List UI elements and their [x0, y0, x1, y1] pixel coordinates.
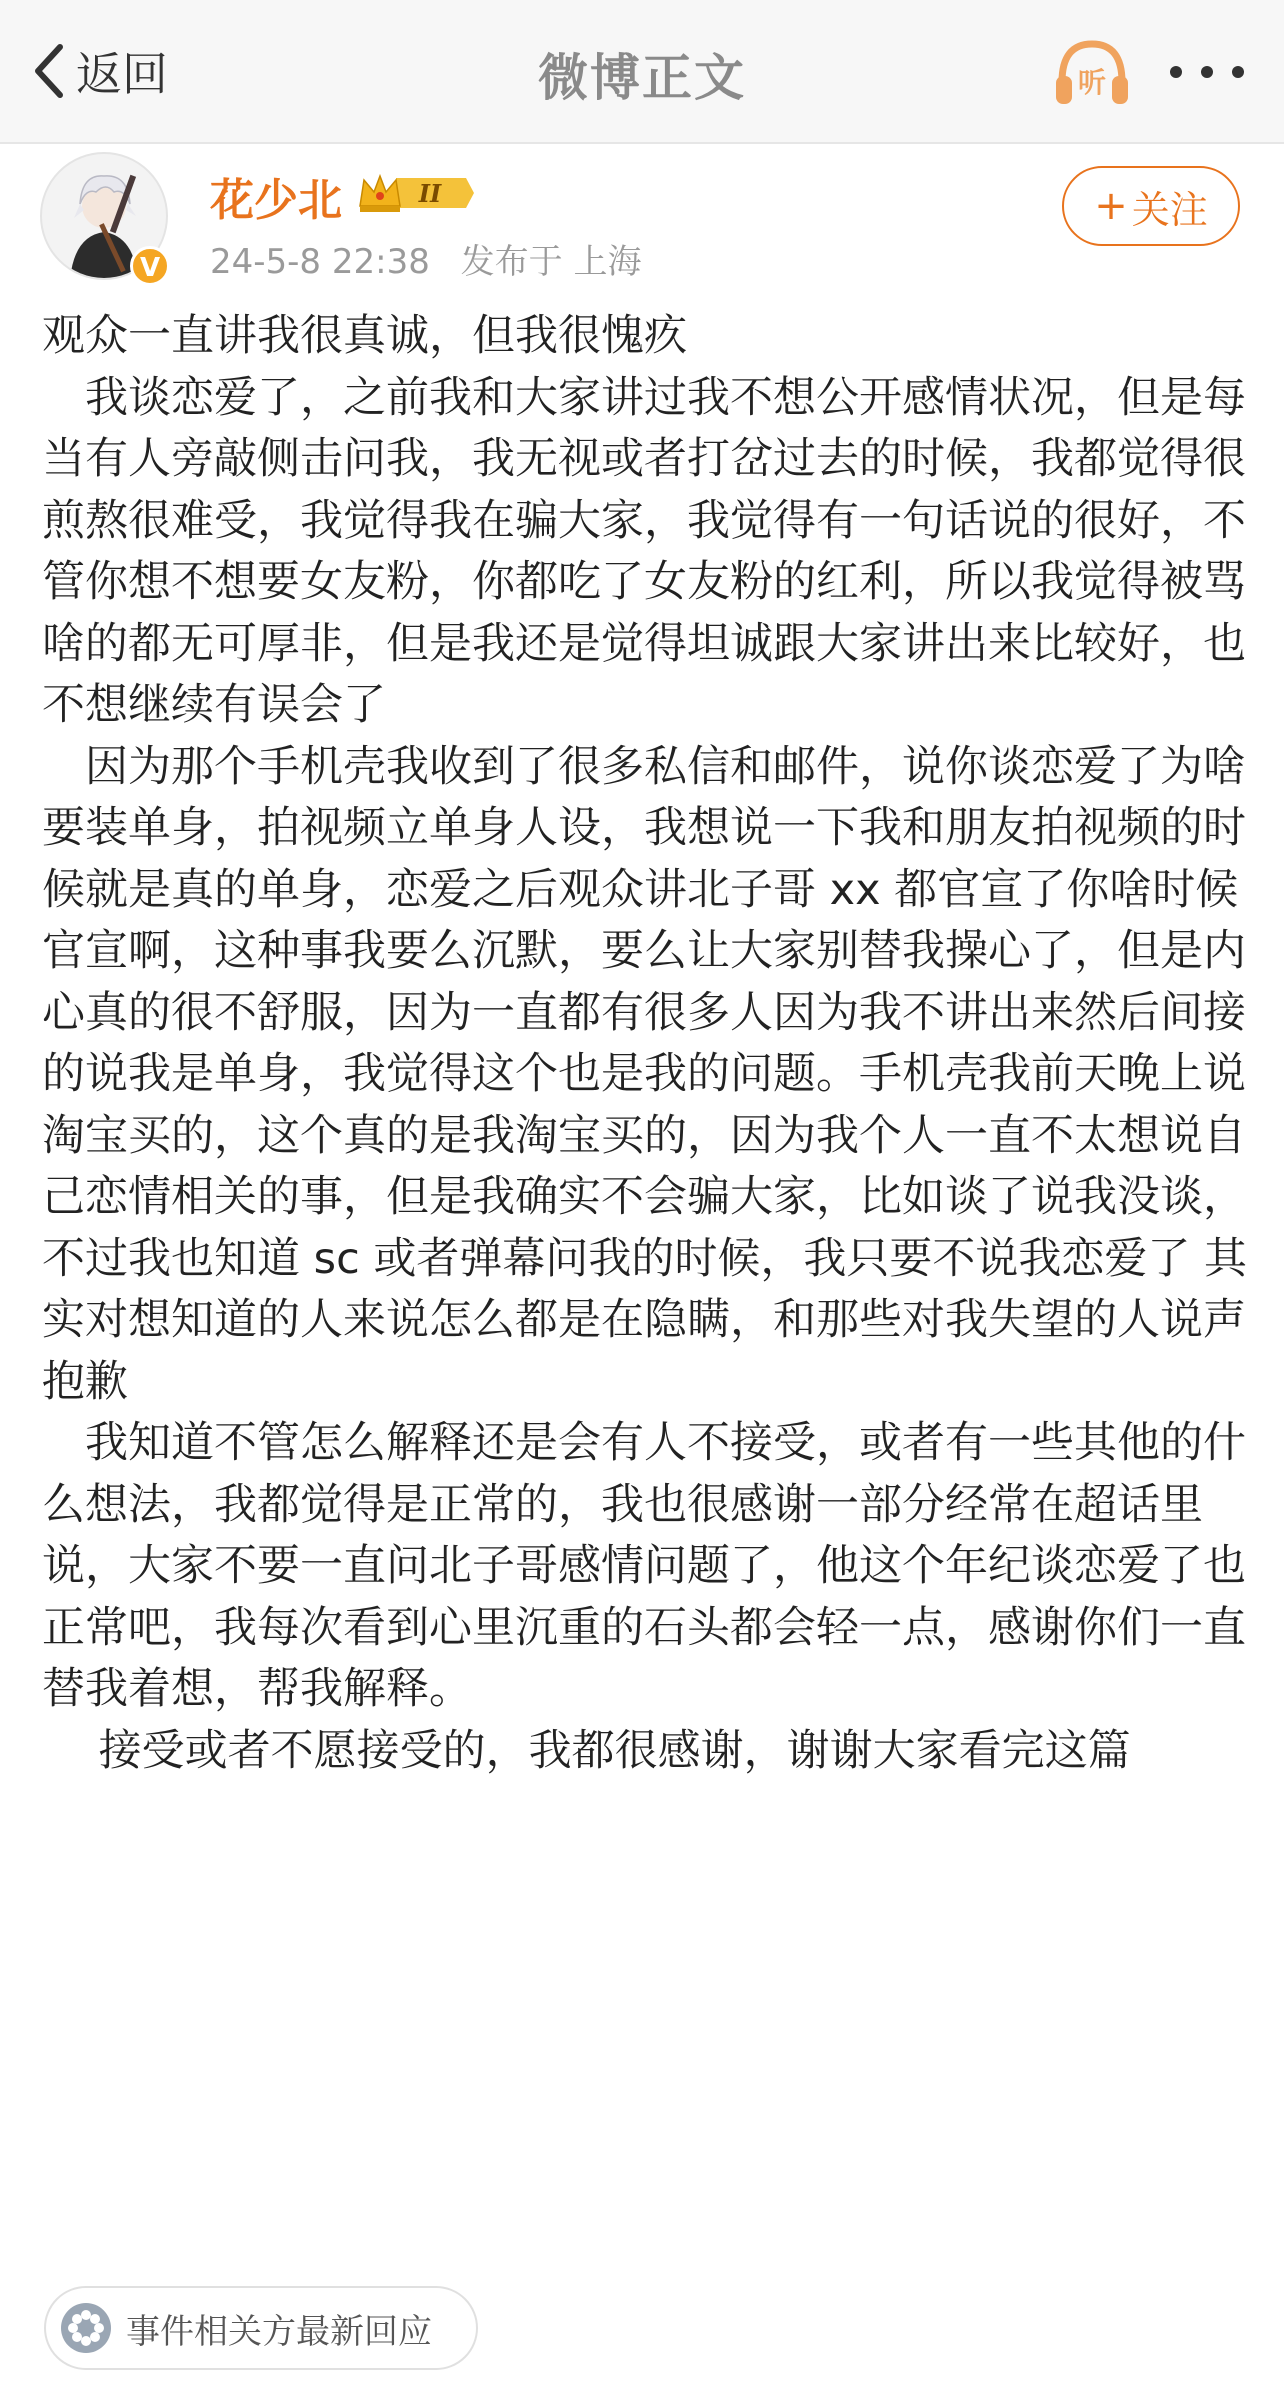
crown-rank-badge-icon[interactable]: [356, 170, 476, 216]
back-button[interactable]: [30, 36, 168, 106]
author-name[interactable]: 花少北: [210, 175, 342, 226]
post-location: 发布于 上海: [460, 242, 642, 282]
dot-icon: [1201, 66, 1213, 78]
dot-icon: [1170, 66, 1182, 78]
post-paragraph: 因为那个手机壳我收到了很多私信和邮件，说你谈恋爱了为啥要装单身，拍视频立单身人设，我想说一下我和朋友拍视频的时候就是真的单身，恋爱之后观众讲北子哥 xx 都官宣了你啥时候官宣啊，这种事我要么沉默，要么让大家别替我操心了，但是内心真的很不舒服，因为一直都有很多人因为我不讲出来然后间接的说我是单身，我觉得这个也是我的问题。手机壳我前天晚上说淘宝买的，这个真的是我淘宝买的，因为我个人一直不太想说自己恋情相关的事，但是我确实不会骗大家，比如谈了说我没谈，不过我也知道 sc 或者弹幕问我的时候，我只要不说我恋爱了 其实对想知道的人来说怎么都是在隐瞒，和那些对我失望的人说声抱歉: [42, 741, 1248, 1407]
verified-badge-icon: V: [130, 246, 170, 286]
event-response-button[interactable]: [44, 2286, 478, 2370]
follow-button[interactable]: [1062, 166, 1240, 246]
listen-button[interactable]: [1052, 36, 1132, 110]
rank-label: II: [418, 179, 442, 208]
page-title: 微博正文: [538, 49, 746, 107]
post-paragraph: 我谈恋爱了，之前我和大家讲过我不想公开感情状况，但是每当有人旁敲侧击问我，我无视或者打岔过去的时候，我都觉得很煎熬很难受，我觉得我在骗大家，我觉得有一句话说的很好，不管你想不想要女友粉，你都吃了女友粉的红利，所以我觉得被骂啥的都无可厚非，但是我还是觉得坦诚跟大家讲出来比较好，也不想继续有误会了: [42, 372, 1246, 730]
post-paragraph: 我知道不管怎么解释还是会有人不接受，或者有一些其他的什么想法，我都觉得是正常的，我也很感谢一部分经常在超话里说，大家不要一直问北子哥感情问题了，他这个年纪谈恋爱了也正常吧，我每次看到心里沉重的石头都会轻一点，感谢你们一直替我着想，帮我解释。: [42, 1418, 1246, 1714]
headphones-listen-icon: [1052, 36, 1132, 110]
event-response-label: 事件相关方最新回应: [126, 2311, 432, 2352]
post-meta: [210, 234, 661, 283]
post-paragraph: 接受或者不愿接受的，我都很感谢，谢谢大家看完这篇: [42, 1725, 1131, 1776]
back-label: 返回: [76, 47, 168, 101]
post-time: 24-5-8 22:38: [210, 242, 430, 282]
listen-label: 听: [1077, 66, 1107, 99]
follow-label: 关注: [1131, 187, 1208, 232]
more-options-button[interactable]: [1170, 52, 1244, 92]
post-paragraph: 观众一直讲我很真诚，但我很愧疚: [42, 311, 687, 361]
event-flower-icon: [60, 2302, 112, 2354]
plus-icon: +: [1094, 183, 1128, 229]
chevron-left-icon: [30, 41, 70, 101]
dot-icon: [1232, 66, 1244, 78]
top-nav-bar: [0, 0, 1284, 144]
post-body: [42, 306, 1252, 1782]
